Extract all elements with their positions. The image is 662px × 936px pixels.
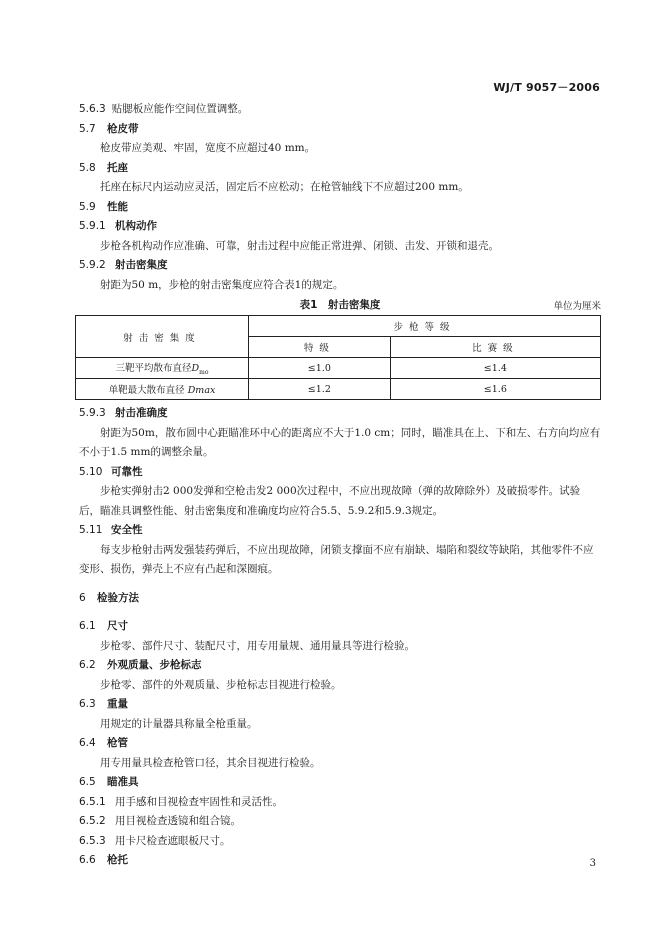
- clause-6-5-3: [79, 832, 601, 852]
- clause-title: 枪托: [107, 854, 128, 866]
- row-symbol: Dmax: [187, 385, 216, 396]
- clause-5-10-heading: [79, 463, 601, 483]
- clause-title: 性能: [107, 200, 128, 213]
- clause-number: 6.3: [79, 698, 96, 710]
- clause-5-9-2-text: 射距为50 m，步枪的射击密集度应符合表1的规定。: [100, 278, 344, 291]
- section-number: 6: [79, 591, 86, 604]
- clause-number: 5.8: [79, 161, 96, 174]
- page-number: 3: [589, 858, 596, 869]
- clause-5-11-heading: [79, 521, 601, 541]
- clause-5-9-1-text: 步枪各机构动作应准确、可靠，射击过程中应能正常进弹、闭锁、击发、开锁和退壳。: [100, 239, 499, 252]
- clause-title: 枪皮带: [107, 122, 139, 135]
- table-cell: ≤1.2: [249, 379, 391, 400]
- clause-number: 5.9.1: [79, 220, 106, 232]
- table-1-caption: [79, 295, 601, 313]
- clause-text: 贴腮板应能作空间位置调整。: [111, 103, 249, 115]
- row-label: [76, 379, 249, 400]
- clause-title: 瞄准具: [107, 776, 139, 788]
- clause-number: 5.7: [79, 122, 96, 135]
- clause-number: 5.9: [79, 200, 96, 213]
- page-content: [79, 100, 601, 871]
- section-title: 检验方法: [97, 591, 139, 604]
- clause-number: 6.2: [79, 659, 96, 671]
- clause-number: 6.6: [79, 854, 96, 866]
- clause-5-8-heading: [79, 159, 601, 179]
- clause-5-6-3: [79, 100, 601, 120]
- clause-title: 射击密集度: [115, 259, 168, 271]
- clause-number: 6.5.2: [79, 815, 106, 827]
- clause-number: 5.9.2: [79, 259, 106, 271]
- clause-6-2-text: 步枪零、部件的外观质量、步枪标志目视进行检验。: [100, 678, 342, 691]
- clause-6-1-heading: [79, 617, 601, 637]
- table-1: [75, 315, 601, 400]
- section-6-heading: [79, 589, 601, 609]
- clause-text: 用卡尺检查遮眼板尺寸。: [115, 834, 231, 847]
- clause-text: 用手感和目视检查牢固性和灵活性。: [115, 795, 283, 808]
- row-label-text: 三靶平均散布直径: [115, 363, 192, 375]
- clause-5-9-2-heading: [79, 256, 601, 276]
- header-cell-grade2: 比赛级: [390, 337, 600, 358]
- clause-number: 6.1: [79, 620, 96, 632]
- document-code: WJ/T 9057－2006: [493, 81, 600, 94]
- clause-5-7-text: 枪皮带应美观、牢固，宽度不应超过40 mm。: [100, 142, 316, 154]
- header-cell-grade1: 特级: [249, 337, 391, 358]
- clause-5-9-1-heading: [79, 217, 601, 237]
- clause-number: 5.9.3: [79, 407, 106, 419]
- table-row: [76, 358, 601, 379]
- header-cell-grade-group: 步枪等级: [249, 316, 601, 337]
- row-symbol-sub: mo: [199, 368, 209, 376]
- table-cell: ≤1.6: [390, 379, 600, 400]
- clause-title: 机构动作: [115, 220, 157, 232]
- table-cell: ≤1.4: [390, 358, 600, 379]
- row-label: [76, 358, 249, 379]
- table-unit: 单位为厘米: [553, 301, 601, 312]
- clause-number: 5.6.3: [79, 103, 106, 115]
- clause-number: 6.4: [79, 737, 96, 749]
- clause-title: 托座: [107, 161, 128, 174]
- clause-number: 6.5.1: [79, 795, 106, 808]
- clause-6-5-2: [79, 812, 601, 832]
- table-cell: ≤1.0: [249, 358, 391, 379]
- table-title: 表1 射击密集度: [299, 299, 381, 311]
- clause-title: 枪管: [107, 737, 128, 749]
- clause-6-6-heading: [79, 851, 601, 871]
- clause-title: 射击准确度: [115, 407, 168, 419]
- clause-6-4-heading: [79, 734, 601, 754]
- header-cell-density: 射击密集度: [76, 316, 249, 358]
- clause-5-9-heading: [79, 198, 601, 218]
- clause-6-1-text: 步枪零、部件尺寸、装配尺寸，用专用量规、通用量具等进行检验。: [100, 639, 415, 652]
- clause-number: 5.10: [79, 465, 103, 478]
- clause-5-10-text: 步枪实弹射击2 000发弹和空枪击发2 000次过程中，不应出现故障（弹的故障除外）及破损零件。试验后，瞄准具调整性能、射击密集度和准确度均应符合5.5、5.9.2和5.9.3规定。: [79, 485, 581, 517]
- row-symbol: D: [191, 363, 200, 375]
- clause-title: 尺寸: [107, 620, 128, 632]
- clause-5-9-3-heading: [79, 404, 601, 424]
- clause-5-7-heading: [79, 120, 601, 140]
- clause-number: 6.5: [79, 776, 96, 788]
- clause-title: 重量: [107, 698, 128, 710]
- clause-number: 5.11: [79, 524, 103, 536]
- clause-title: 可靠性: [111, 465, 143, 478]
- table-row: [76, 379, 601, 400]
- clause-6-5-heading: [79, 773, 601, 793]
- clause-title: 外观质量、步枪标志: [107, 659, 202, 671]
- row-label-text: 单靶最大散布直径: [108, 385, 185, 396]
- clause-6-3-text: 用规定的计量器具称量全枪重量。: [100, 717, 258, 730]
- clause-6-3-heading: [79, 695, 601, 715]
- clause-number: 6.5.3: [79, 834, 106, 847]
- clause-5-8-text: 托座在标尺内运动应灵活，固定后不应松动；在枪管轴线下不应超过200 mm。: [100, 181, 469, 193]
- clause-5-11-text: 每支步枪射击两发强装药弹后，不应出现故障，闭锁支撑面不应有崩缺、塌陷和裂纹等缺陷，其他零件不应变形、损伤，弹壳上不应有凸起和深圈痕。: [79, 543, 594, 575]
- clause-title: 安全性: [111, 524, 143, 536]
- clause-5-9-3-text: 射距为50m，散布圆中心距瞄准环中心的距离应不大于1.0 cm；同时，瞄准具在上、下和左、右方向均应有不小于1.5 mm的调整余量。: [79, 426, 601, 458]
- clause-text: 用目视检查透镜和组合镜。: [115, 815, 241, 827]
- clause-6-5-1: [79, 793, 601, 813]
- clause-6-4-text: 用专用量具检查枪管口径，其余目视进行检验。: [100, 756, 321, 769]
- clause-6-2-heading: [79, 656, 601, 676]
